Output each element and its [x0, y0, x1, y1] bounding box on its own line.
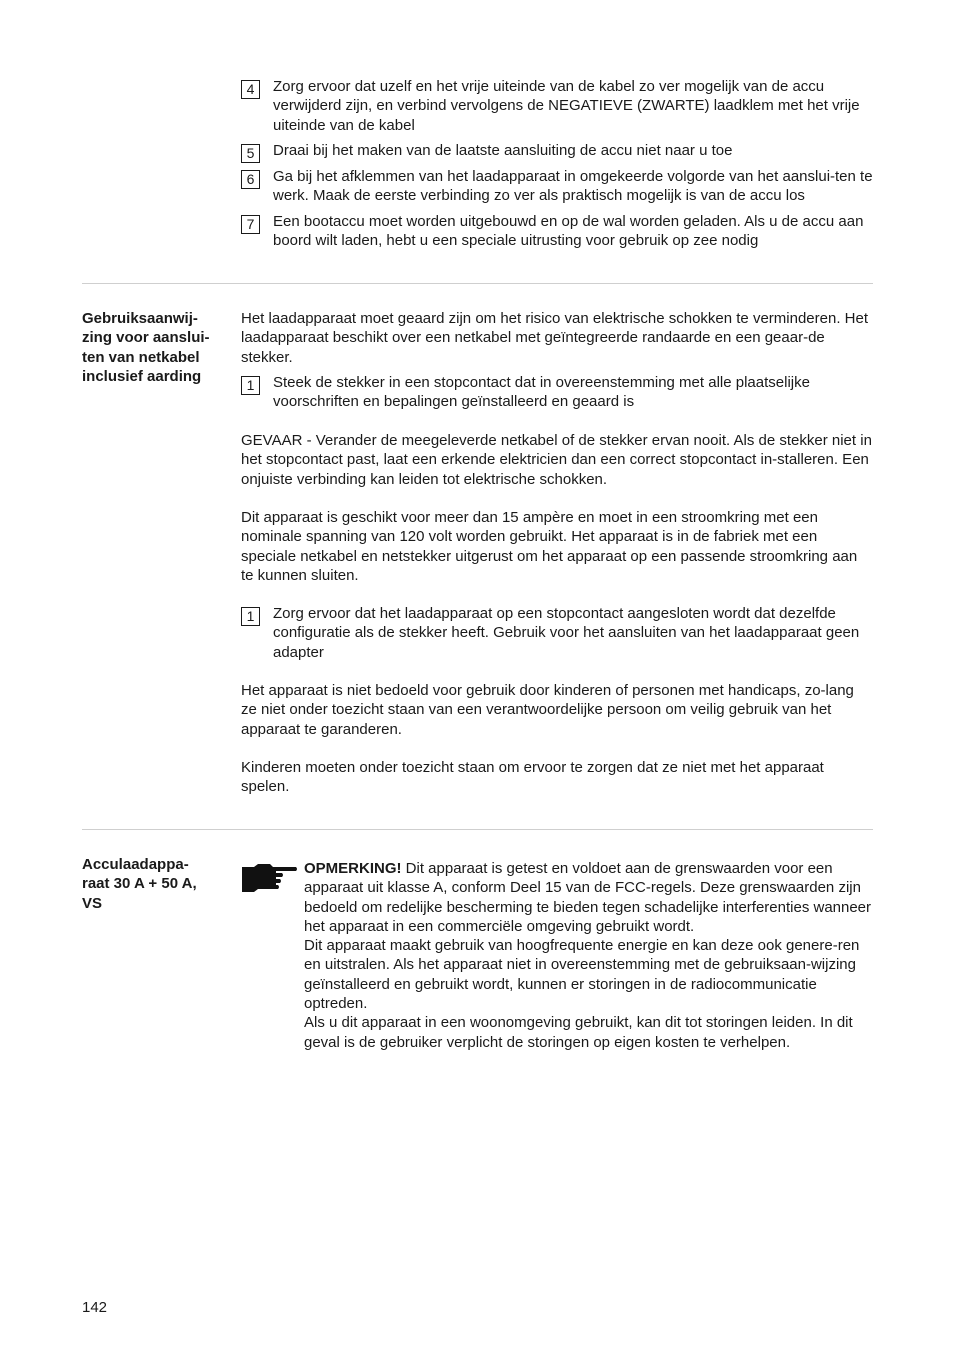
step-5 — [241, 141, 873, 160]
note-label: OPMERKING! — [304, 860, 402, 877]
note-text: Dit apparaat is getest en voldoet aan de grenswaarden voor een apparaat uit klasse A, conform Deel 15 van de FCC-regels. Deze grenswaarden zijn bedoeld om redelijke bescherming te bieden tegen schadelijke interferenties wanneer het apparaat in een commerciële omgeving gebruikt wordt. — [304, 860, 872, 935]
step-text: Steek de stekker in een stopcontact dat in overeenstemming met alle plaatselijke voorschriften en bepalingen geïnstalleerd en geaard is — [273, 374, 810, 411]
step-text: Ga bij het afklemmen van het laadapparaat in omgekeerde volgorde van het aanslui-ten te werk. Maak de eerste verbinding zo ver als praktisch mogelijk is van de accu los — [273, 168, 873, 205]
pointing-hand-icon — [240, 861, 298, 895]
section-divider — [82, 283, 873, 284]
step-6 — [241, 167, 873, 206]
grounding-intro: Het laadapparaat moet geaard zijn om het risico van elektrische schokken te verminderen. Het laadapparaat beschikt over een netkabel met geïntegreerde randaarde en een geaar-de stekker. — [241, 310, 868, 366]
danger-paragraph: GEVAAR - Verander de meegeleverde netkabel of de stekker ervan nooit. Als de stekker niet in het stopcontact past, laat een erkende elektricien dan een correct stopcontact in-stalleren. Een onjuiste verbinding kan leiden tot elektrische schokken. — [241, 432, 872, 488]
step-text: Zorg ervoor dat uzelf en het vrije uiteinde van de kabel zo ver mogelijk van de accu verwijderd zijn, en verbind vervolgens de NEGATIEVE (ZWARTE) laadklem met het vrije uiteinde van de kabel — [273, 78, 860, 134]
children-supervision-paragraph: Kinderen moeten onder toezicht staan om ervoor te zorgen dat ze niet met het apparaat spelen. — [241, 759, 824, 796]
page-number: 142 — [82, 1299, 108, 1316]
step-number-box: 1 — [241, 607, 260, 626]
note-paragraph-2: Dit apparaat maakt gebruik van hoogfrequente energie en kan deze ook genere-ren en uitstralen. Als het apparaat niet in overeenstemming met de gebruiksaan-wijzing geïnstalleerd en gebruikt wordt, kunnen er storingen in de radiocommunicatie optreden. — [304, 937, 860, 1013]
children-paragraph: Het apparaat is niet bedoeld voor gebruik door kinderen of personen met handicaps, zo-lang ze niet onder toezicht staan van een verantwoordelijke persoon om veilig gebruik van het apparaat te garanderen. — [241, 682, 854, 738]
step-text: Zorg ervoor dat het laadapparaat op een stopcontact aangesloten wordt dat dezelfde configuratie als de stekker heeft. Gebruik voor het aansluiten van het laadapparaat geen adapter — [273, 605, 860, 661]
note-paragraph-1 — [304, 859, 876, 936]
suitability-paragraph: Dit apparaat is geschikt voor meer dan 15 ampère en moet in een stroomkring met een nominale spanning van 120 volt worden gebruikt. Het apparaat is in de fabriek met een speciale netkabel en netstekker uitgerust om het apparaat op een passende stroomkring aan te kunnen sluiten. — [241, 509, 858, 584]
step-text: Draai bij het maken van de laatste aansluiting de accu niet naar u toe — [273, 142, 733, 159]
step-number-box: 1 — [241, 376, 260, 395]
section-heading-charger-us: Acculaadappa-raat 30 A + 50 A, VS — [82, 856, 197, 912]
step-number-box: 7 — [241, 215, 260, 234]
step-number-box: 6 — [241, 170, 260, 189]
step-outlet-config — [241, 604, 873, 662]
step-number-box: 5 — [241, 144, 260, 163]
section-heading-mains-cable: Gebruiksaanwij-zing voor aanslui-ten van netkabel inclusief aarding — [82, 310, 210, 385]
note-paragraph-3: Als u dit apparaat in een woonomgeving gebruikt, kan dit tot storingen leiden. In dit geval is de gebruiker verplicht de storingen op eigen kosten te verhelpen. — [304, 1014, 853, 1051]
step-plug-in — [241, 373, 873, 412]
step-text: Een bootaccu moet worden uitgebouwd en op de wal worden geladen. Als u de accu aan boord wilt laden, hebt u een speciale uitrusting voor gebruik op zee nodig — [273, 213, 864, 250]
step-4 — [241, 77, 873, 135]
step-7 — [241, 212, 873, 251]
section-divider — [82, 829, 873, 830]
fcc-note — [304, 859, 876, 1052]
step-number-box: 4 — [241, 80, 260, 99]
